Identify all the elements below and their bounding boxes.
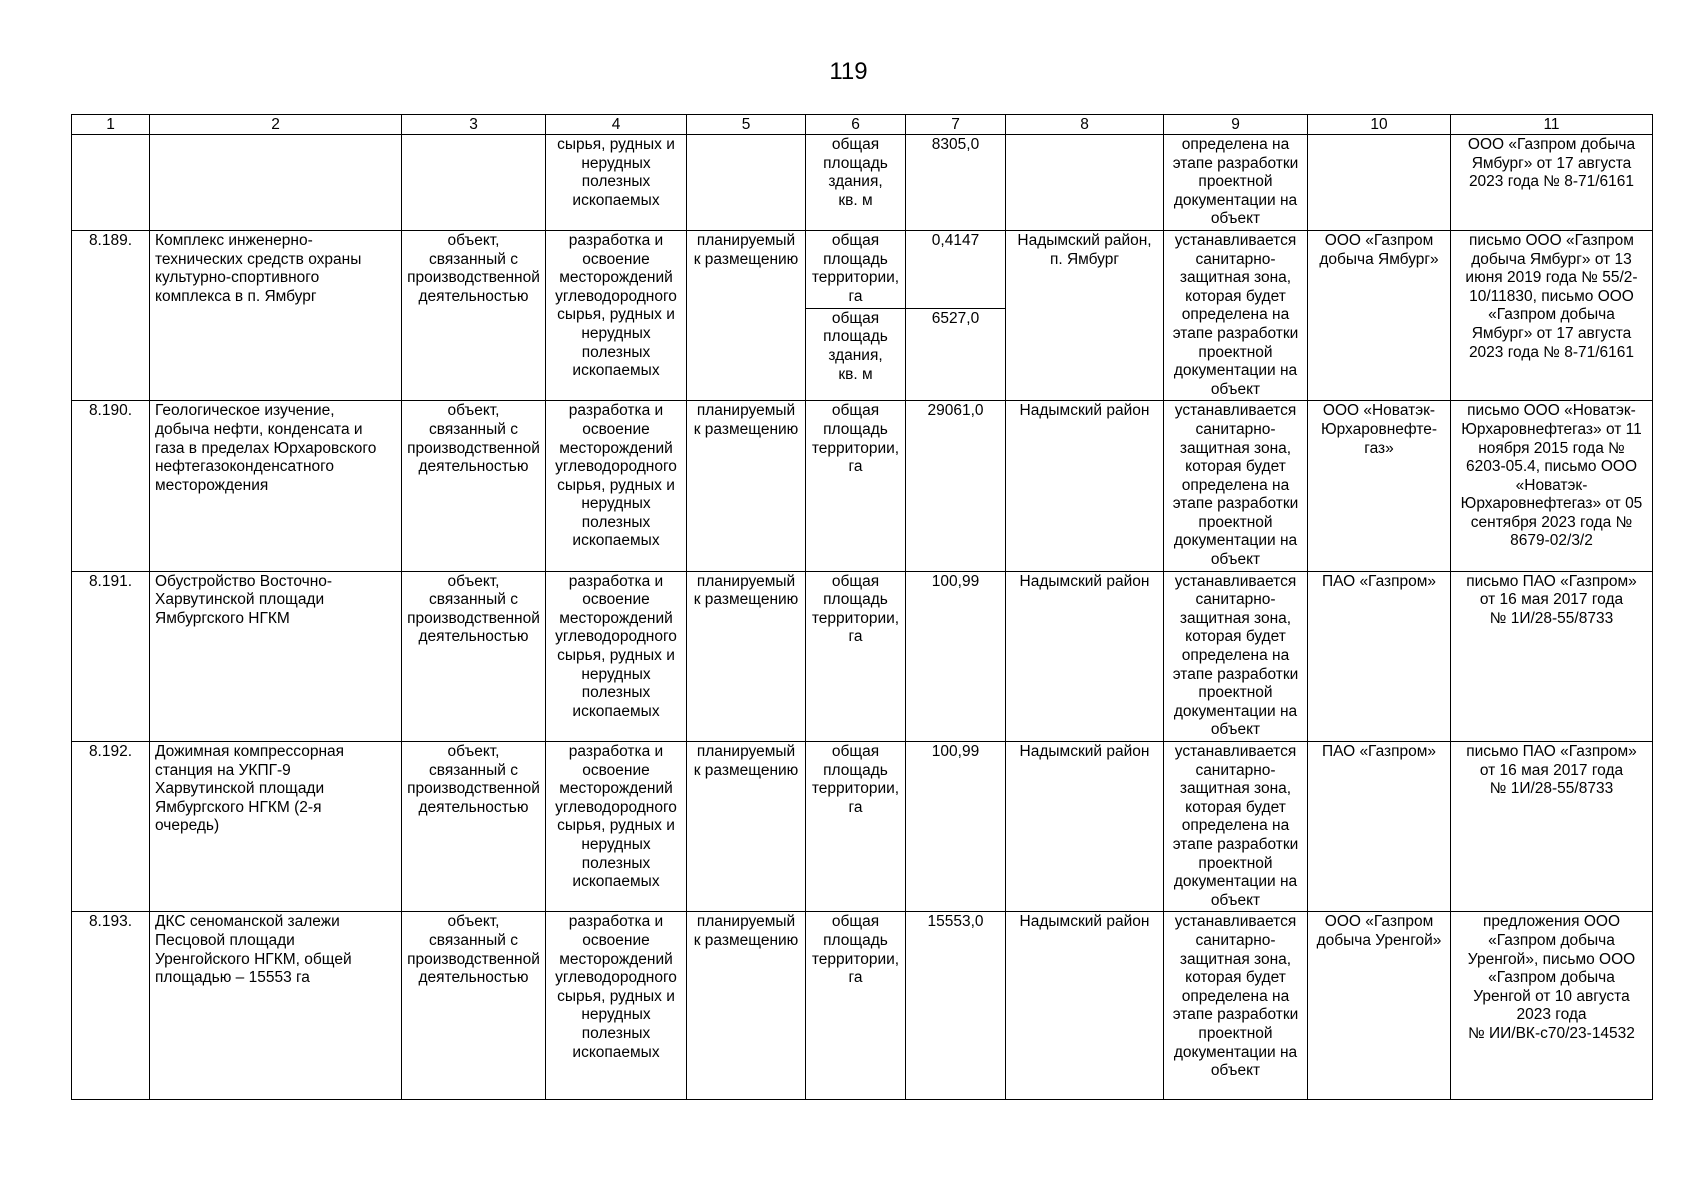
cell-basis: предложения ООО «Газпром добыча Уренгой», письмо ООО «Газпром добыча Уренгой от 10 августа 2023 года № ИИ/ВК-с70/23-14532 xyxy=(1451,912,1653,1100)
cell-location: Надымский район xyxy=(1006,742,1164,912)
column-header: 9 xyxy=(1164,115,1308,135)
cell-status: планируемый к размещению xyxy=(687,912,806,1100)
column-header: 3 xyxy=(402,115,546,135)
cell-type: объект, связанный с производственной деятельностью xyxy=(402,742,546,912)
cell-purpose: разработка и освоение месторождений углеводородного сырья, рудных и нерудных полезных ископаемых xyxy=(546,742,687,912)
cell-name: ДКС сеноманской залежи Песцовой площади Уренгойского НГКМ, общей площадью – 15553 га xyxy=(150,912,402,1100)
cell-name xyxy=(150,135,402,231)
table-row xyxy=(72,230,1653,308)
cell-zone: устанавливается санитарно- защитная зона, которая будет определена на этапе разработки проектной документации на объект xyxy=(1164,912,1308,1100)
cell-type: объект, связанный с производственной деятельностью xyxy=(402,571,546,741)
cell-num: 8.189. xyxy=(72,230,150,400)
table-row xyxy=(72,571,1653,741)
cell-name: Геологическое изучение, добыча нефти, конденсата и газа в пределах Юрхаровского нефтегазоконденсатного месторождения xyxy=(150,401,402,571)
cell-status: планируемый к размещению xyxy=(687,742,806,912)
cell-value: 100,99 xyxy=(906,742,1006,912)
cell-purpose: разработка и освоение месторождений углеводородного сырья, рудных и нерудных полезных ископаемых xyxy=(546,230,687,400)
cell-num: 8.191. xyxy=(72,571,150,741)
column-header: 6 xyxy=(806,115,906,135)
column-header: 2 xyxy=(150,115,402,135)
cell-status: планируемый к размещению xyxy=(687,401,806,571)
column-header: 1 xyxy=(72,115,150,135)
column-header: 4 xyxy=(546,115,687,135)
cell-measure: общая площадь территории, га xyxy=(806,912,906,1100)
table-row xyxy=(72,742,1653,912)
cell-owner: ООО «Газпром добыча Ямбург» xyxy=(1308,230,1451,400)
cell-zone: устанавливается санитарно- защитная зона, которая будет определена на этапе разработки проектной документации на объект xyxy=(1164,230,1308,400)
cell-zone: устанавливается санитарно- защитная зона, которая будет определена на этапе разработки проектной документации на объект xyxy=(1164,571,1308,741)
cell-measure: общая площадь территории, га xyxy=(806,401,906,571)
cell-num xyxy=(72,135,150,231)
column-header: 5 xyxy=(687,115,806,135)
cell-location xyxy=(1006,135,1164,231)
cell-basis: письмо ПАО «Газпром» от 16 мая 2017 года № 1И/28-55/8733 xyxy=(1451,571,1653,741)
cell-value: 6527,0 xyxy=(906,308,1006,401)
column-number-row xyxy=(72,115,1653,135)
cell-purpose: разработка и освоение месторождений углеводородного сырья, рудных и нерудных полезных ископаемых xyxy=(546,401,687,571)
cell-value: 15553,0 xyxy=(906,912,1006,1100)
column-header: 11 xyxy=(1451,115,1653,135)
cell-measure: общая площадь территории, га xyxy=(806,742,906,912)
table-row xyxy=(72,912,1653,1100)
column-header: 8 xyxy=(1006,115,1164,135)
cell-owner: ООО «Газпром добыча Уренгой» xyxy=(1308,912,1451,1100)
cell-zone: устанавливается санитарно- защитная зона, которая будет определена на этапе разработки проектной документации на объект xyxy=(1164,742,1308,912)
cell-name: Комплекс инженерно- технических средств охраны культурно-спортивного комплекса в п. Ямбург xyxy=(150,230,402,400)
cell-location: Надымский район xyxy=(1006,401,1164,571)
column-header: 10 xyxy=(1308,115,1451,135)
cell-purpose: сырья, рудных и нерудных полезных ископаемых xyxy=(546,135,687,231)
cell-basis: письмо ПАО «Газпром» от 16 мая 2017 года № 1И/28-55/8733 xyxy=(1451,742,1653,912)
cell-location: Надымский район xyxy=(1006,912,1164,1100)
objects-table xyxy=(71,114,1653,1100)
cell-owner: ООО «Новатэк- Юрхаровнефте- газ» xyxy=(1308,401,1451,571)
cell-type: объект, связанный с производственной деятельностью xyxy=(402,230,546,400)
cell-basis: письмо ООО «Новатэк- Юрхаровнефтегаз» от 11 ноября 2015 года № 6203-05.4, письмо ООО «Новатэк- Юрхаровнефтегаз» от 05 сентября 2023 года № 8679-02/3/2 xyxy=(1451,401,1653,571)
cell-owner xyxy=(1308,135,1451,231)
cell-location: Надымский район, п. Ямбург xyxy=(1006,230,1164,400)
cell-value: 100,99 xyxy=(906,571,1006,741)
column-header: 7 xyxy=(906,115,1006,135)
cell-value: 29061,0 xyxy=(906,401,1006,571)
cell-basis: ООО «Газпром добыча Ямбург» от 17 августа 2023 года № 8-71/6161 xyxy=(1451,135,1653,231)
cell-type: объект, связанный с производственной деятельностью xyxy=(402,401,546,571)
cell-zone: определена на этапе разработки проектной документации на объект xyxy=(1164,135,1308,231)
cell-status xyxy=(687,135,806,231)
cell-owner: ПАО «Газпром» xyxy=(1308,571,1451,741)
cell-value: 8305,0 xyxy=(906,135,1006,231)
page-number: 119 xyxy=(829,58,868,85)
table-row xyxy=(72,401,1653,571)
cell-purpose: разработка и освоение месторождений углеводородного сырья, рудных и нерудных полезных ископаемых xyxy=(546,571,687,741)
cell-measure: общая площадь здания, кв. м xyxy=(806,308,906,401)
cell-status: планируемый к размещению xyxy=(687,230,806,400)
cell-owner: ПАО «Газпром» xyxy=(1308,742,1451,912)
continuation-row xyxy=(72,135,1653,231)
cell-name: Дожимная компрессорная станция на УКПГ-9 Харвутинской площади Ямбургского НГКМ (2-я очередь) xyxy=(150,742,402,912)
cell-basis: письмо ООО «Газпром добыча Ямбург» от 13 июня 2019 года № 55/2- 10/11830, письмо ООО «Газпром добыча Ямбург» от 17 августа 2023 года № 8-71/6161 xyxy=(1451,230,1653,400)
cell-location: Надымский район xyxy=(1006,571,1164,741)
cell-measure: общая площадь здания, кв. м xyxy=(806,135,906,231)
cell-type xyxy=(402,135,546,231)
cell-measure: общая площадь территории, га xyxy=(806,230,906,308)
cell-status: планируемый к размещению xyxy=(687,571,806,741)
cell-measure: общая площадь территории, га xyxy=(806,571,906,741)
cell-zone: устанавливается санитарно- защитная зона, которая будет определена на этапе разработки проектной документации на объект xyxy=(1164,401,1308,571)
cell-purpose: разработка и освоение месторождений углеводородного сырья, рудных и нерудных полезных ископаемых xyxy=(546,912,687,1100)
cell-value: 0,4147 xyxy=(906,230,1006,308)
cell-num: 8.193. xyxy=(72,912,150,1100)
cell-num: 8.190. xyxy=(72,401,150,571)
cell-num: 8.192. xyxy=(72,742,150,912)
cell-name: Обустройство Восточно- Харвутинской площади Ямбургского НГКМ xyxy=(150,571,402,741)
cell-type: объект, связанный с производственной деятельностью xyxy=(402,912,546,1100)
